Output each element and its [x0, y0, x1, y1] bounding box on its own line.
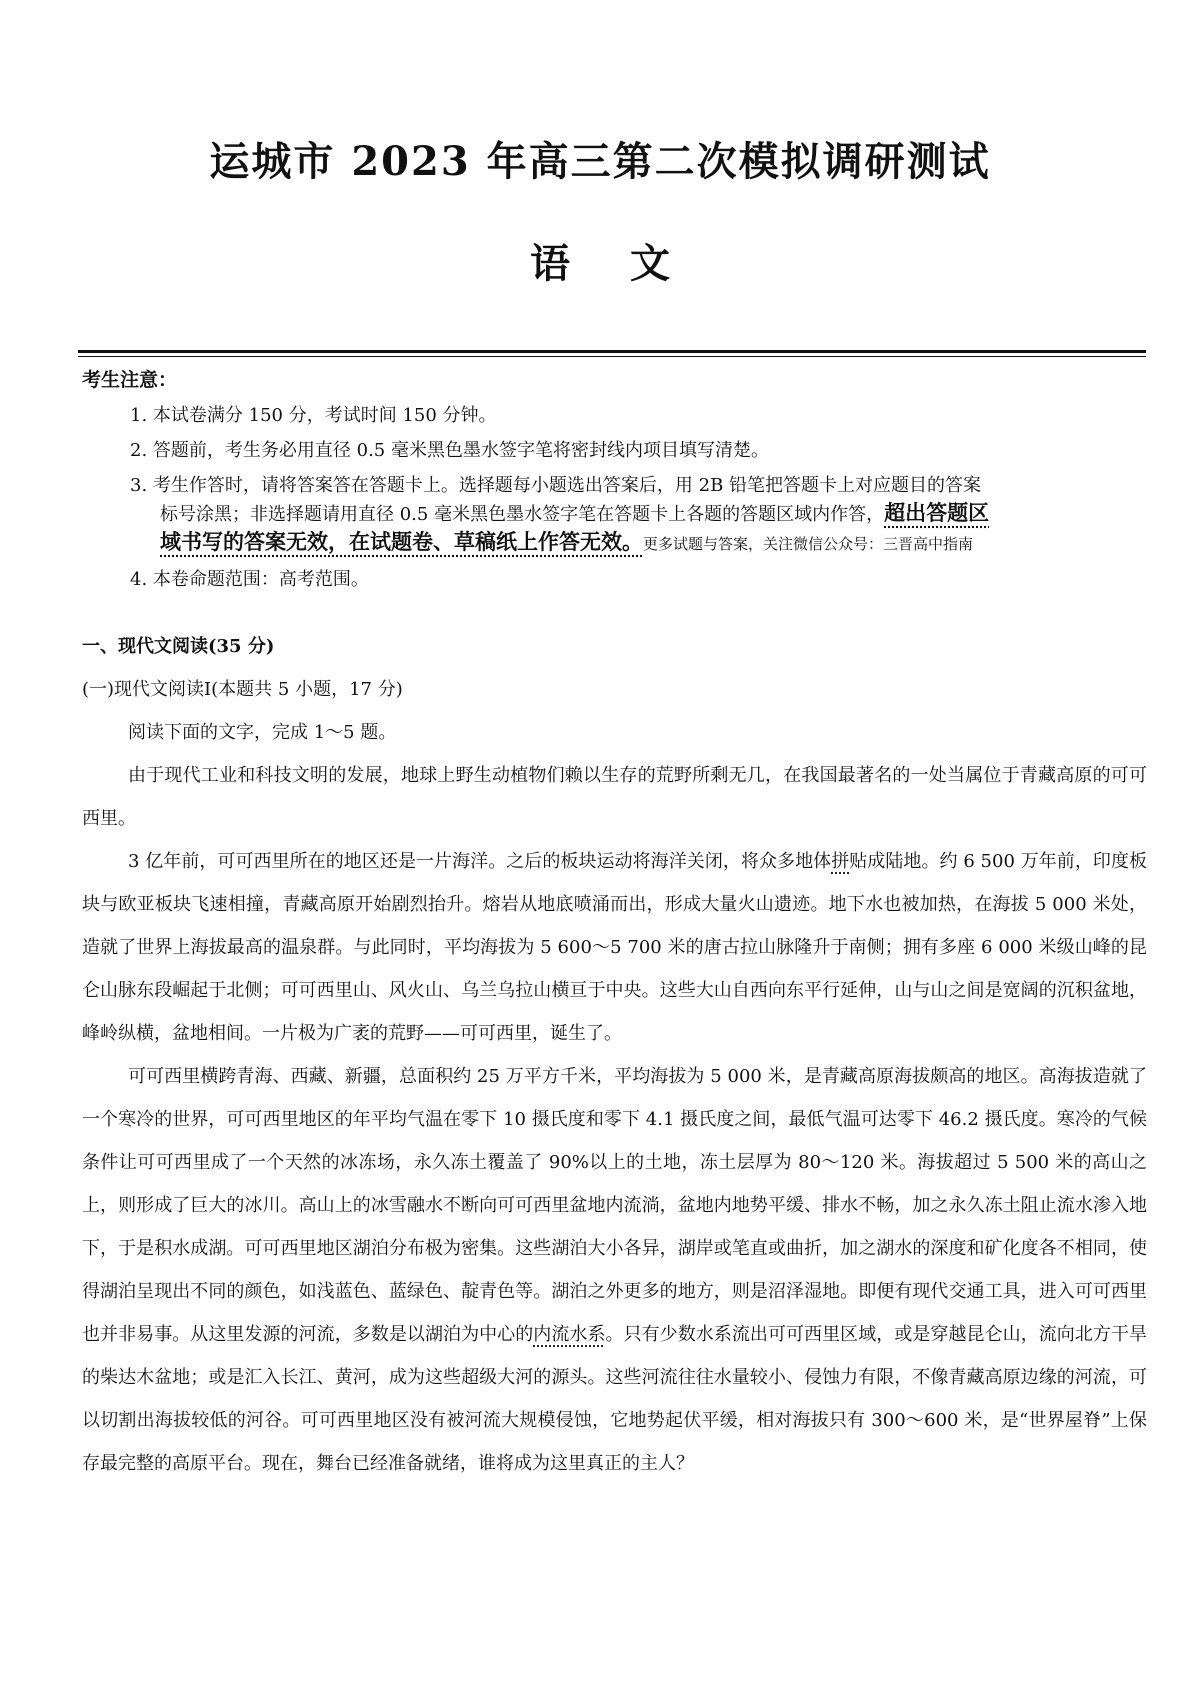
notice-item-3-cont2 [130, 528, 1152, 558]
section-subheading: (一)现代文阅读Ⅰ(本题共 5 小题，17 分) [82, 679, 403, 700]
section-heading: 一、现代文阅读(35 分) [82, 636, 275, 657]
header-divider [78, 350, 1146, 353]
para2-dotted-word: 拼 [831, 851, 850, 872]
para2-text-a: 3 亿年前，可可西里所在的地区还是一片海洋。之后的板块运动将海洋关闭，将众多地体 [128, 851, 832, 872]
passage-paragraph-2 [82, 840, 1147, 1055]
passage-paragraph-3 [82, 1055, 1147, 1485]
header-divider-thin [78, 356, 1146, 357]
passage-paragraph-1: 由于现代工业和科技文明的发展，地球上野生动植物们赖以生存的荒野所剩无几，在我国最著名的一处当属位于青藏高原的可可西里。 [82, 765, 1147, 829]
candidate-notice [82, 367, 1152, 601]
para3-text-a: 可可西里横跨青海、西藏、新疆，总面积约 25 万平方千米，平均海拔为 5 000 米，是青藏高原海拔颇高的地区。高海拔造就了一个寒冷的世界，可可西里地区的年平均气温在零下 10 摄氏度和零下 4.1 摄氏度之间，最低气温可达零下 46.2 摄氏度。寒冷的气候条件让可可西里成了一个天然的冰冻场，永久冻土覆盖了 90%以上的土地，冻土层厚为 80～120 米。海拔超过 5 500 米的高山之上，则形成了巨大的冰川。高山上的冰雪融水不断向可可西里盆地内流淌，盆地内地势平缓、排水不畅，加之永久冻土阻止流水渗入地下，于是积水成湖。可可西里地区湖泊分布极为密集。这些湖泊大小各异，湖岸或笔直或曲折，加之湖水的深度和矿化度各不相同，使得湖泊呈现出不同的颜色，如浅蓝色、蓝绿色、靛青色等。湖泊之外更多的地方，则是沼泽湿地。即便有现代交通工具，进入可可西里也并非易事。从这里发源的河流，多数是以湖泊为中心的 [82, 1066, 1147, 1345]
notice-item-3-line1: 3. 考生作答时，请将答案答在答题卡上。选择题每小题选出答案后，用 2B 铅笔把答题卡上对应题目的答案 [130, 475, 982, 496]
reading-section [82, 625, 1147, 1485]
notice-item-1: 1. 本试卷满分 150 分，考试时间 150 分钟。 [130, 405, 497, 426]
para3-text-b: 。只有少数水系流出可可西里区域，或是穿越昆仑山，流向北方干旱的柴达木盆地；或是汇入长江、黄河，成为这些超级大河的源头。这些河流往往水量较小、侵蚀力有限，不像青藏高原边缘的河流，可以切割出海拔较低的河谷。可可西里地区没有被河流大规模侵蚀，它地势起伏平缓，相对海拔只有 300～600 米，是“世界屋脊”上保存最完整的高原平台。现在，舞台已经准备就绪，谁将成为这里真正的主人？ [82, 1324, 1148, 1474]
notice-item-3-line2: 标号涂黑；非选择题请用直径 0.5 毫米黑色墨水签字笔在答题卡上各题的答题区域内作答， [160, 504, 885, 525]
notice-item-3-cont [130, 499, 1152, 528]
para3-dotted-term: 内流水系 [533, 1324, 606, 1345]
notice-item-3 [82, 472, 1152, 558]
notice-heading: 考生注意： [82, 369, 178, 391]
para2-text-b: 贴成陆地。约 6 500 万年前，印度板块与欧亚板块飞速相撞，青藏高原开始剧烈抬升。熔岩从地底喷涌而出，形成大量火山遗迹。地下水也被加热，在海拔 5 000 米处，造就了世界上海拔最高的温泉群。与此同时，平均海拔为 5 600～5 700 米的唐古拉山脉隆升于南侧；拥有多座 6 000 米级山峰的昆仑山脉东段崛起于北侧；可可西里山、风火山、乌兰乌拉山横亘于中央。这些大山自西向东平行延伸，山与山之间是宽阔的沉积盆地，峰岭纵横，盆地相间。一片极为广袤的荒野——可可西里，诞生了。 [82, 851, 1147, 1044]
notice-item-4: 4. 本卷命题范围：高考范围。 [130, 569, 369, 590]
notice-emphasis-b: 域书写的答案无效，在试题卷、草稿纸上作答无效。 [160, 529, 643, 554]
exam-title: 运城市 2023 年高三第二次模拟调研测试 [209, 138, 991, 185]
section-instruction: 阅读下面的文字，完成 1～5 题。 [128, 722, 397, 743]
notice-item-2: 2. 答题前，考生务必用直径 0.5 毫米黑色墨水签字笔将密封线内项目填写清楚。 [130, 440, 769, 461]
notice-emphasis-a: 超出答题区 [884, 500, 990, 525]
notice-sidenote: 更多试题与答案，关注微信公众号：三晋高中指南 [643, 535, 974, 553]
subject-title: 语文 [530, 240, 730, 287]
